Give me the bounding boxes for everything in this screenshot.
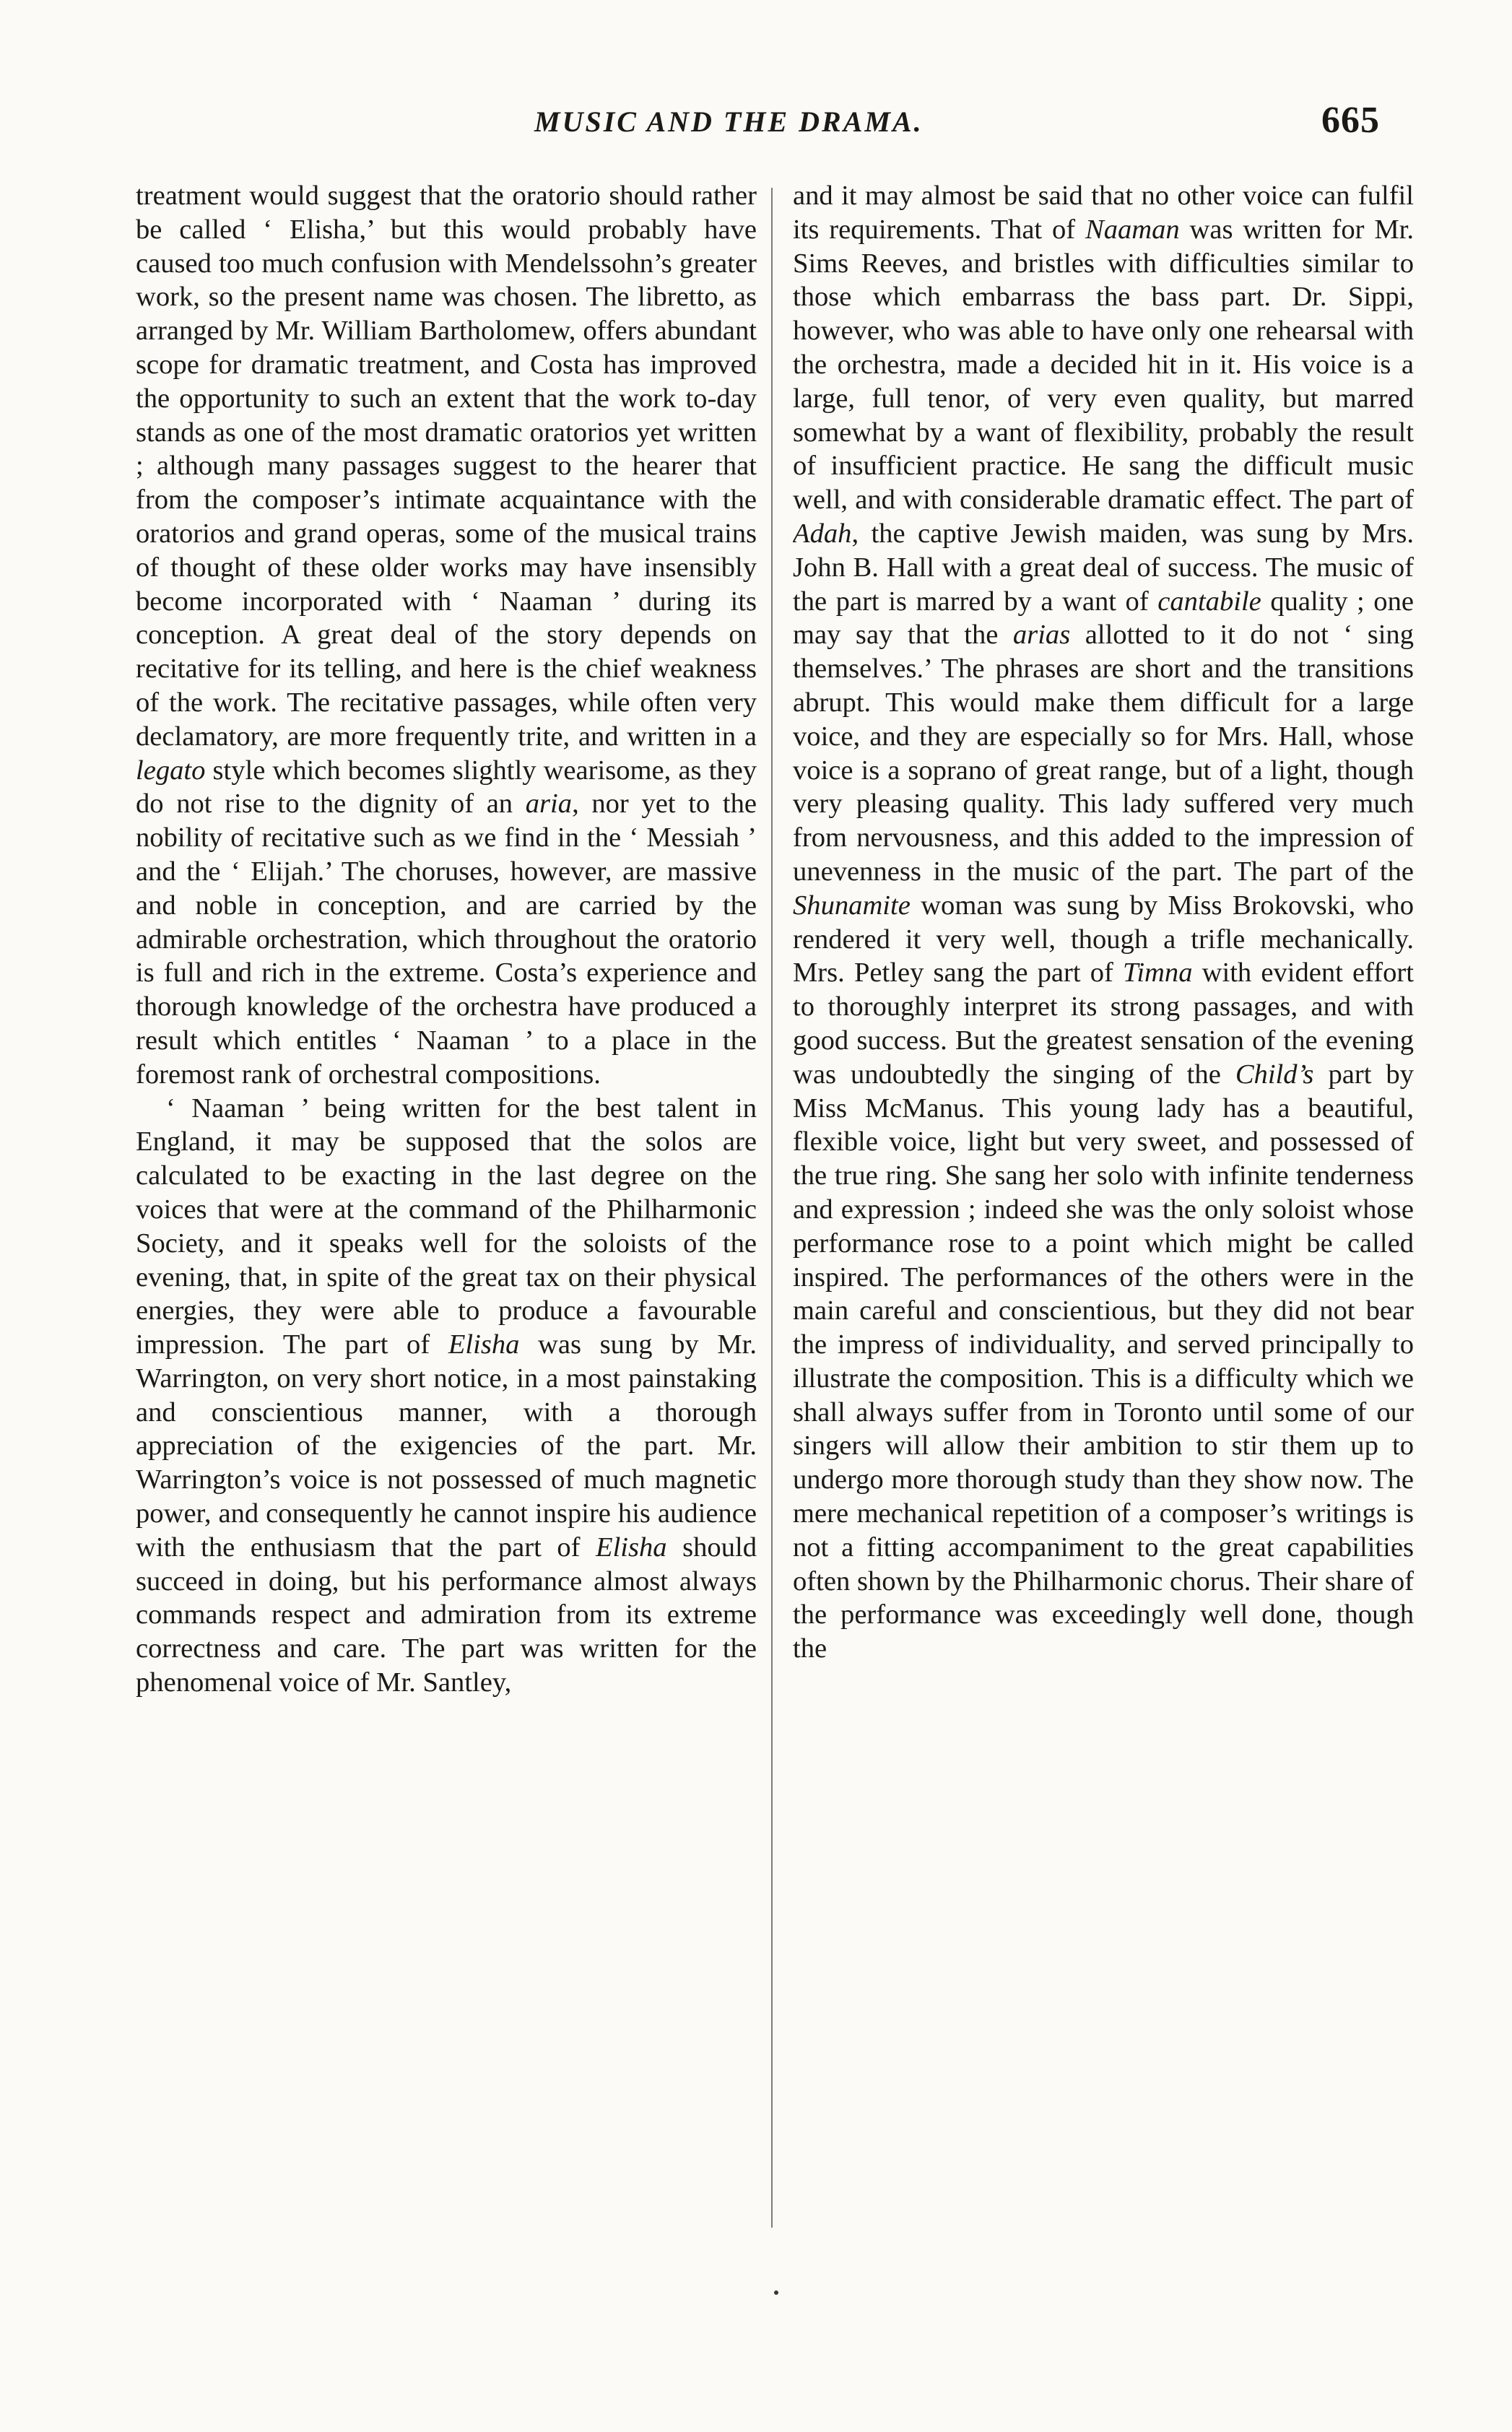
italic-text: aria <box>525 789 573 820</box>
paragraph <box>136 1092 757 1700</box>
text-run: with evident effort to thoroughly interpret its strong passages, and with good success. But the greatest sensation of the evening was undoubtedly the singing of the <box>793 957 1414 1090</box>
text-run: treatment would suggest that the oratorio should rather be called ‘ Elisha,’ but this would probably have caused too much confusion with Mendelssohn’s greater work, so the present name was chosen. The libretto, as arranged by Mr. William Bartholomew, offers abundant scope for dramatic treatment, and Costa has improved the opportunity to such an extent that the work to-day stands as one of the most dramatic oratorios yet written ; although many passages suggest to the hearer that from the composer’s intimate acquaintance with the oratorios and grand operas, some of the musical trains of thought of these older works may have insensibly become incorporated with ‘ Naaman ’ during its conception. A great deal of the story depends on recitative for its telling, and here is the chief weakness of the work. The recitative passages, while often very declamatory, are more frequently trite, and written in a <box>136 181 757 752</box>
text-run: should succeed in doing, but his performance almost always commands respect and admiration from its extreme correctness and care. The part was written for the phenomenal voice of Mr. Santley, <box>136 1532 757 1698</box>
italic-text: legato <box>136 755 206 786</box>
page-header <box>0 0 1512 159</box>
page-number: 665 <box>1321 100 1380 141</box>
italic-text: arias <box>1012 620 1071 651</box>
column-divider <box>771 188 773 2228</box>
italic-text: Naaman <box>1085 214 1180 245</box>
paragraph <box>793 179 1414 1666</box>
italic-text: Shunamite <box>793 890 911 921</box>
column-right <box>793 179 1414 2237</box>
text-run: quality ; one may say that the <box>793 586 1414 651</box>
text-run: woman was sung by Miss Brokovski, who rendered it very well, though a trifle mechanically. Mrs. Petley sang the part of <box>793 890 1414 989</box>
paragraph <box>136 179 757 1092</box>
column-left <box>136 179 757 2237</box>
italic-text: cantabile <box>1157 586 1261 617</box>
text-run: allotted to it do not ‘ sing themselves.’ The phrases are short and the transitions abrupt. This would make them difficult for a large voice, and they are especially so for Mrs. Hall, whose voice is a soprano of great range, but of a light, though very pleasing quality. This lady suffered very much from nervousness, and this added to the impression of unevenness in the music of the part. The part of the <box>793 620 1414 887</box>
text-run: was written for Mr. Sims Reeves, and bristles with difficulties similar to those which embarrass the bass part. Dr. Sippi, however, who was able to have only one rehearsal with the orchestra, made a decided hit in it. His voice is a large, full tenor, of very even quality, but marred somewhat by a want of flexibility, probably the result of insufficient practice. He sang the difficult music well, and with considerable dramatic effect. The part of <box>793 214 1414 516</box>
italic-text: Adah <box>793 518 852 549</box>
text-run: style which becomes slightly wearisome, as they do not rise to the dignity of an <box>136 755 757 820</box>
text-run: ‘ Naaman ’ being written for the best talent in England, it may be supposed that the solos are calculated to be exacting in the last degree on the voices that were at the command of the Philharmonic Society, and it speaks well for the soloists of the evening, that, in spite of the great tax on their physical energies, they were able to produce a favourable impression. The part of <box>136 1093 757 1360</box>
italic-text: Child’s <box>1235 1059 1314 1090</box>
text-run: and it may almost be said that no other voice can fulfil its requirements. That of <box>793 181 1414 245</box>
italic-text: Elisha <box>448 1329 520 1360</box>
text-run: , the captive Jewish maiden, was sung by Mrs. John B. Hall with a great deal of success. The music of the part is marred by a want of <box>793 518 1414 617</box>
text-run: part by Miss McManus. This young lady has a beautiful, flexible voice, light but very sweet, and possessed of the true ring. She sang her solo with infinite tenderness and expression ; indeed she was the only soloist whose performance rose to a point which might be called inspired. The performances of the others were in the main careful and conscientious, but they did not bear the impress of individuality, and served principally to illustrate the composition. This is a difficulty which we shall always suffer from in Toronto until some of our singers will allow their ambition to stir them up to undergo more thorough study than they show now. The mere mechanical repetition of a composer’s writings is not a fitting accompaniment to the great capabilities often shown by the Philharmonic chorus. Their share of the performance was exceedingly well done, though the <box>793 1059 1414 1664</box>
italic-text: Timna <box>1123 957 1193 989</box>
text-run: was sung by Mr. Warrington, on very short notice, in a most painstaking and conscientious manner, with a thorough appreciation of the exigencies of the part. Mr. Warrington’s voice is not possessed of much magnetic power, and consequently he cannot inspire his audience with the enthusiasm that the part of <box>136 1329 757 1563</box>
stray-ink-mark <box>774 2290 778 2295</box>
running-title: MUSIC AND THE DRAMA. <box>534 105 924 138</box>
italic-text: Elisha <box>596 1532 667 1563</box>
text-run: , nor yet to the nobility of recitative such as we find in the ‘ Messiah ’ and the ‘ Elijah.’ The choruses, however, are massive and noble in conception, and are carried by the admirable orchestration, which throughout the oratorio is full and rich in the extreme. Costa’s experience and thorough knowledge of the orchestra have produced a result which entitles ‘ Naaman ’ to a place in the foremost rank of orchestral compositions. <box>136 789 757 1090</box>
